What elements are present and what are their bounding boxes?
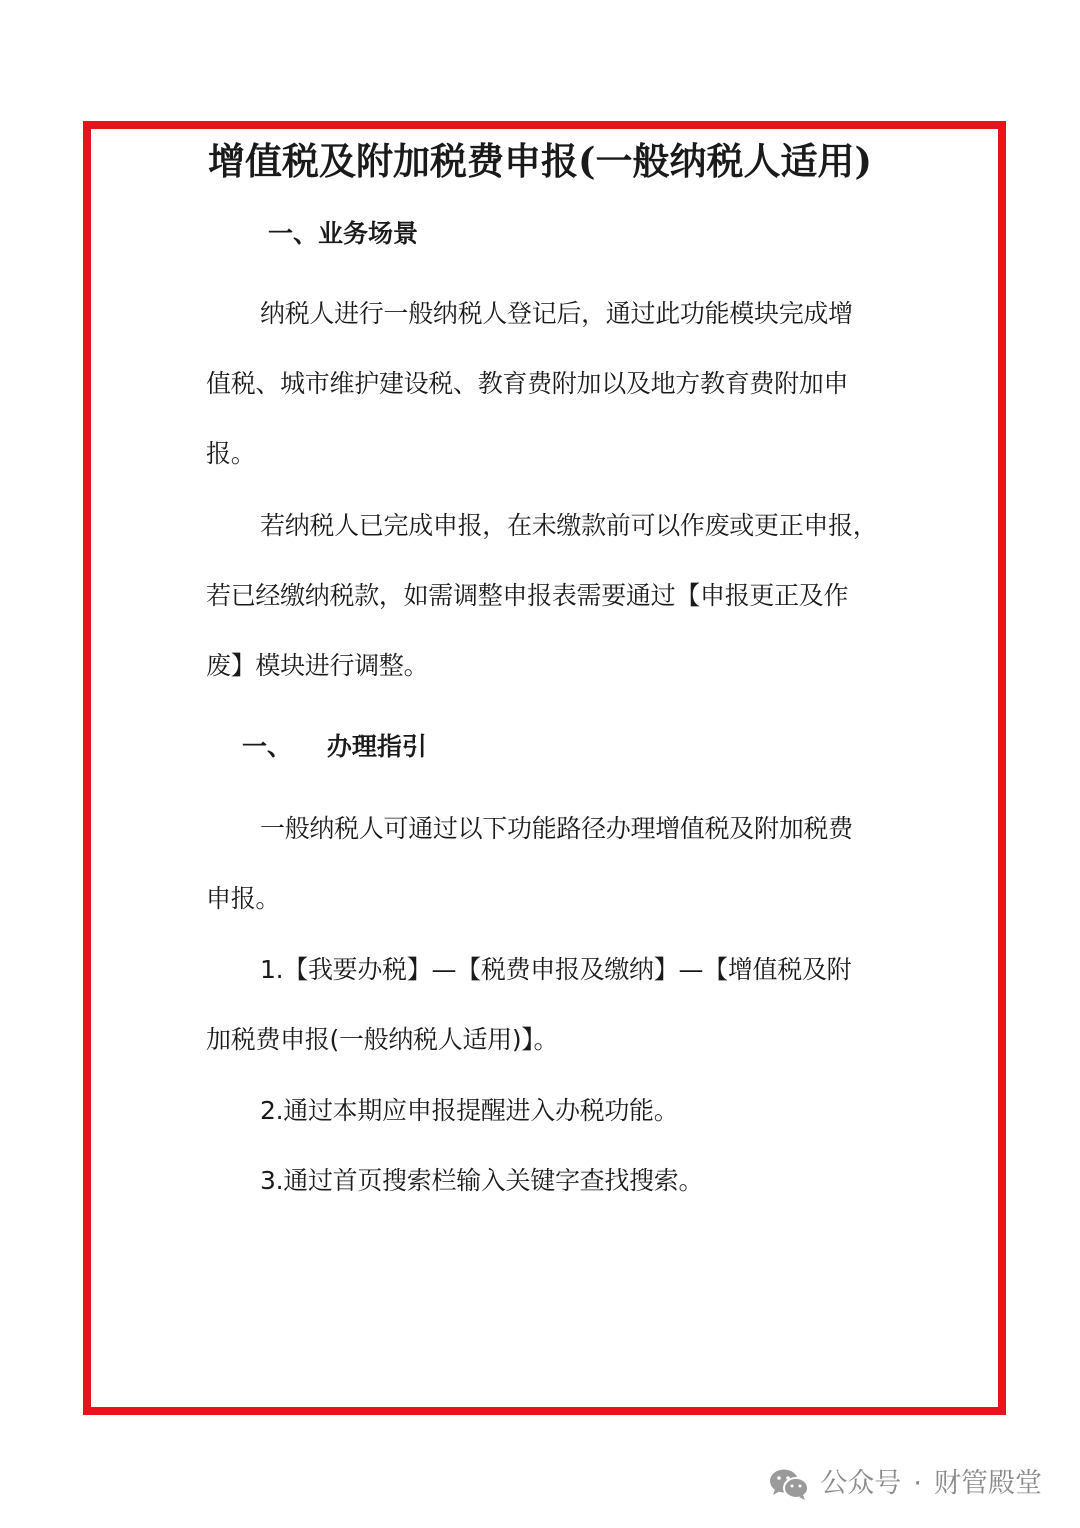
document-title: 增值税及附加税费申报(一般纳税人适用) <box>207 139 872 183</box>
paragraph-line: 申报。 <box>206 884 281 913</box>
paragraph-line: 纳税人进行一般纳税人登记后，通过此功能模块完成增 <box>260 299 853 328</box>
footer-account-type: 公众号 <box>820 1468 902 1499</box>
footer-account-name: 财管殿堂 <box>934 1468 1042 1499</box>
paragraph-line: 一般纳税人可通过以下功能路径办理增值税及附加税费 <box>260 814 853 843</box>
list-item-search: 3.通过首页搜索栏输入关键字查找搜索。 <box>260 1166 704 1195</box>
wechat-icon <box>768 1467 810 1501</box>
list-item-reminder: 2.通过本期应申报提醒进入办税功能。 <box>260 1096 679 1125</box>
paragraph-line: 若已经缴纳税款，如需调整申报表需要通过【申报更正及作 <box>206 581 849 610</box>
section-heading-guide: 一、 办理指引 <box>242 732 427 761</box>
paragraph-line: 废】模块进行调整。 <box>206 651 429 680</box>
footer-separator: · <box>913 1468 922 1499</box>
paragraph-line: 值税、城市维护建设税、教育费附加以及地方教育费附加申 <box>206 369 849 398</box>
footer-watermark <box>768 1464 1042 1504</box>
paragraph-line: 报。 <box>206 439 256 468</box>
list-item-path-cont: 加税费申报(一般纳税人适用)】。 <box>206 1025 559 1054</box>
list-item-path: 1.【我要办税】—【税费申报及缴纳】—【增值税及附 <box>260 955 852 984</box>
section-heading-business-scenario: 一、业务场景 <box>268 219 419 248</box>
paragraph-line: 若纳税人已完成申报，在未缴款前可以作废或更正申报， <box>260 511 878 540</box>
